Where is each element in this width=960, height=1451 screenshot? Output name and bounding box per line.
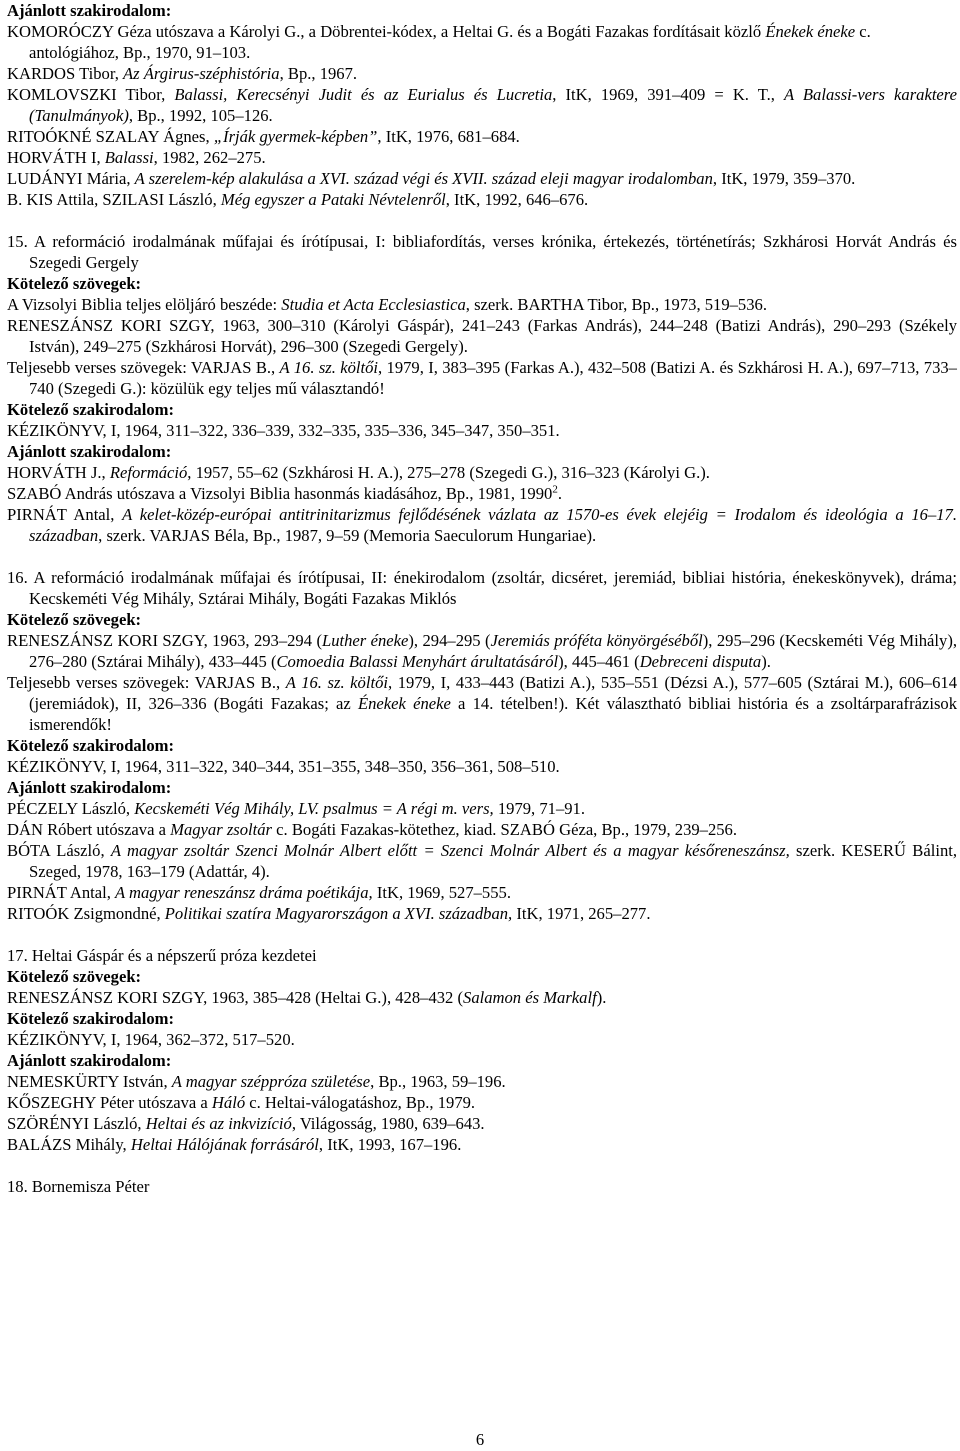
topic-title: 16. A reformáció irodalmának műfajai és írótípusai, II: énekirodalom (zsoltár, dicséret, jeremiád, bibliai história, énekeskönyvek), dráma; Kecskeméti Vég Mihály, Sztárai Mihály, Bogáti Fazakas Miklós	[7, 568, 957, 608]
bib-entry: PÉCZELY László, Kecskeméti Vég Mihály, LV. psalmus = A régi m. vers, 1979, 71–91.	[7, 799, 585, 818]
bib-entry: DÁN Róbert utószava a Magyar zsoltár c. Bogáti Fazakas-kötethez, kiad. SZABÓ Géza, Bp., 1979, 239–256.	[7, 820, 738, 839]
bib-entry: KŐSZEGHY Péter utószava a Háló c. Heltai-válogatáshoz, Bp., 1979.	[7, 1093, 476, 1112]
bib-entry: HORVÁTH J., Reformáció, 1957, 55–62 (Szkhárosi H. A.), 275–278 (Szegedi G.), 316–323 (Károlyi G.).	[7, 463, 710, 482]
section-heading: Ajánlott szakirodalom:	[7, 1, 172, 20]
bib-entry: RENESZÁNSZ KORI SZGY, 1963, 300–310 (Károlyi Gáspár), 241–243 (Farkas András), 244–248 (Batizi András), 290–293 (Székely István), 249–275 (Szkhárosi Horvát), 296–300 (Szegedi Gergely).	[7, 316, 957, 356]
bib-entry: BALÁZS Mihály, Heltai Hálójának forrásáról, ItK, 1993, 167–196.	[7, 1135, 462, 1154]
bib-entry: KARDOS Tibor, Az Árgirus-széphistória, Bp., 1967.	[7, 64, 358, 83]
bib-entry: LUDÁNYI Mária, A szerelem-kép alakulása a XVI. század végi és XVII. század eleji magyar irodalomban, ItK, 1979, 359–370.	[7, 169, 856, 188]
section-heading: Kötelező szakirodalom:	[7, 1009, 174, 1028]
section-heading: Ajánlott szakirodalom:	[7, 778, 172, 797]
bib-entry: HORVÁTH I, Balassi, 1982, 262–275.	[7, 148, 266, 167]
bib-entry: BÓTA László, A magyar zsoltár Szenci Molnár Albert előtt = Szenci Molnár Albert és a magyar későreneszánsz, szerk. KESERŰ Bálint, Szeged, 1978, 163–179 (Adattár, 4).	[7, 841, 957, 881]
bib-entry: KOMLOVSZKI Tibor, Balassi, Kerecsényi Judit és az Eurialus és Lucretia, ItK, 1969, 391–409 = K. T., A Balassi-vers karaktere (Tanulmányok), Bp., 1992, 105–126.	[7, 85, 957, 125]
bib-entry: RITOÓK Zsigmondné, Politikai szatíra Magyarországon a XVI. században, ItK, 1971, 265–277.	[7, 904, 651, 923]
bib-entry: Teljesebb verses szövegek: VARJAS B., A 16. sz. költői, 1979, I, 383–395 (Farkas A.), 432–508 (Batizi A. és Szkhárosi H. A.), 697–713, 733–740 (Szegedi G.): közülük egy teljes mű választandó!	[7, 358, 957, 398]
bib-entry: SZABÓ András utószava a Vizsolyi Biblia hasonmás kiadásához, Bp., 1981, 1990$^2$.	[7, 483, 562, 503]
section-heading: Kötelező szakirodalom:	[7, 736, 174, 755]
document-page	[7, 0, 957, 1197]
bib-entry: KOMORÓCZY Géza utószava a Károlyi G., a Döbrentei-kódex, a Heltai G. és a Bogáti Fazakas fordításait közlő Énekek éneke c. antológiához, Bp., 1970, 91–103.	[7, 22, 871, 62]
bib-entry: RITOÓKNÉ SZALAY Ágnes, „Írják gyermek-képben”, ItK, 1976, 681–684.	[7, 127, 520, 146]
bib-entry: KÉZIKÖNYV, I, 1964, 362–372, 517–520.	[7, 1030, 295, 1049]
bib-entry: RENESZÁNSZ KORI SZGY, 1963, 293–294 (Luther éneke), 294–295 (Jeremiás próféta könyörgéséből), 295–296 (Kecskeméti Vég Mihály), 276–280 (Sztárai Mihály), 433–445 (Comoedia Balassi Menyhárt árultatásáról), 445–461 (Debreceni disputa).	[7, 631, 957, 671]
topic-title: 17. Heltai Gáspár és a népszerű próza kezdetei	[7, 946, 317, 965]
bib-entry: SZÖRÉNYI László, Heltai és az inkvizíció, Világosság, 1980, 639–643.	[7, 1114, 485, 1133]
bib-entry: A Vizsolyi Biblia teljes elöljáró beszéde: Studia et Acta Ecclesiastica, szerk. BARTHA Tibor, Bp., 1973, 519–536.	[7, 295, 767, 314]
bib-entry: RENESZÁNSZ KORI SZGY, 1963, 385–428 (Heltai G.), 428–432 (Salamon és Markalf).	[7, 988, 607, 1007]
bib-entry: NEMESKÜRTY István, A magyar széppróza születése, Bp., 1963, 59–196.	[7, 1072, 506, 1091]
bib-entry: PIRNÁT Antal, A magyar reneszánsz dráma poétikája, ItK, 1969, 527–555.	[7, 883, 511, 902]
section-heading: Kötelező szakirodalom:	[7, 400, 174, 419]
bib-entry: KÉZIKÖNYV, I, 1964, 311–322, 336–339, 332–335, 335–336, 345–347, 350–351.	[7, 421, 560, 440]
bib-entry: KÉZIKÖNYV, I, 1964, 311–322, 340–344, 351–355, 348–350, 356–361, 508–510.	[7, 757, 560, 776]
bib-entry: PIRNÁT Antal, A kelet-közép-európai antitrinitarizmus fejlődésének vázlata az 1570-es évek elejéig = Irodalom és ideológia a 16–17. században, szerk. VARJAS Béla, Bp., 1987, 9–59 (Memoria Saeculorum Hungariae).	[7, 505, 957, 545]
bib-entry: Teljesebb verses szövegek: VARJAS B., A 16. sz. költői, 1979, I, 433–443 (Batizi A.), 535–551 (Dézsi A.), 577–605 (Sztárai M.), 606–614 (jeremiádok), II, 326–336 (Bogáti Fazakas; az Énekek éneke a 14. tételben!). Két választható bibliai história és a zsoltárparafrázisok ismerendők!	[7, 673, 957, 734]
section-heading: Kötelező szövegek:	[7, 967, 142, 986]
topic-title: 15. A reformáció irodalmának műfajai és írótípusai, I: bibliafordítás, verses krónika, értekezés, történetírás; Szkhárosi Horvát András és Szegedi Gergely	[7, 232, 957, 272]
page-number: 6	[475, 1430, 485, 1449]
section-heading: Ajánlott szakirodalom:	[7, 442, 172, 461]
bib-entry: B. KIS Attila, SZILASI László, Még egyszer a Pataki Névtelenről, ItK, 1992, 646–676.	[7, 190, 589, 209]
topic-title: 18. Bornemisza Péter	[7, 1177, 150, 1196]
section-heading: Ajánlott szakirodalom:	[7, 1051, 172, 1070]
section-heading: Kötelező szövegek:	[7, 274, 142, 293]
section-heading: Kötelező szövegek:	[7, 610, 142, 629]
